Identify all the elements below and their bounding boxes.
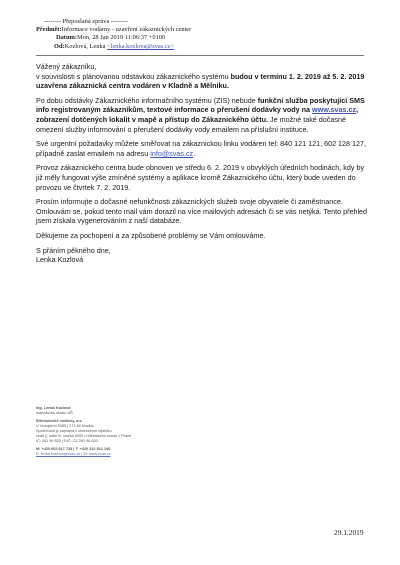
sig-name: Ing. Lenka Kozlová	[36, 406, 71, 410]
email-header	[36, 18, 191, 51]
p3-text: Své urgentní požadavky můžete směřovat na zákaznickou linku vodáren tel: 840 121 121, 602 128 127, případně zaslat emailem na adresu	[36, 139, 367, 158]
p3-end: .	[193, 148, 196, 158]
paragraph-restore: Provoz zákaznického centra bude obnoven ve středu 6. 2. 2019 v obvyklých úředních hodinách, kdy by již měly fungovat výše zmíněné systémy a aplikace kromě Zákaznického účtu, který bude uveden do provozu ve čtvrtek 7. 2. 2019.	[36, 163, 365, 192]
p2-bold-end: , zobrazení dotčených lokalit v mapě a přístup do Zákaznického účtu.	[36, 105, 359, 124]
date-value: Mon, 28 Jan 2019 11:06:37 +0100	[76, 34, 166, 42]
sender-name: Lenka Kozlová	[36, 255, 84, 265]
from-email-link[interactable]: <lenka.kozlova@svas.cz>	[107, 42, 175, 50]
date-row	[36, 34, 191, 42]
date-label: Datum:	[56, 34, 77, 42]
info-email-link[interactable]: info@svas.cz	[150, 148, 194, 158]
from-name: Kozlová, Lenka	[64, 42, 108, 50]
greeting	[36, 62, 368, 91]
p2-text: Po dobu odstávky Zákaznického informačního systému (ZIS) nebude	[36, 95, 258, 105]
closing: S přáním pěkného dne,	[36, 245, 111, 255]
sig-address-4: IČ: 261 96 620 | DIČ: CZ 261 96 620	[36, 439, 98, 443]
sig-address-2: Společnost je zapsána v obchodním rejstříku	[36, 429, 112, 433]
closing-block	[36, 246, 368, 265]
sig-phones: M: +420 602 617 733 | T: +420 312 812 140	[36, 447, 111, 451]
sig-company: Středočeské vodárny, a.s.	[36, 419, 83, 423]
letter-body	[36, 62, 368, 270]
sig-role: manažerka útvaru ÚŘ	[36, 411, 73, 415]
greeting-text: Vážený zákazníku,	[36, 62, 97, 71]
paragraph-urgent	[36, 139, 368, 158]
p2-bold: funkční služba poskytující SMS info registrovaným zákazníkům, textové informace o přerušení dodávky vody na	[36, 95, 365, 115]
subject-row	[36, 26, 191, 34]
from-row	[36, 43, 191, 51]
p1-text: v souvislosti s plánovanou odstávkou zákaznického systému	[36, 71, 231, 81]
paragraph-inform: Prosím informujte o dočasné nefunkčnosti zákaznických služeb svoje obyvatele či zaměstnance. Omlouvám se, pokud tento mail vám dorazil na více mailových adresách či se vás netýká. Tento přehled jsem získala vygenerováním z naší databáze.	[36, 197, 368, 226]
header-divider	[36, 55, 364, 56]
forwarded-line: -------- Přeposlaná zpráva --------	[44, 18, 128, 25]
footer-date: 29.1.2019	[334, 528, 364, 537]
from-label: Od:	[54, 42, 65, 50]
p1-bold: budou v termínu 1. 2. 2019 až 5. 2. 2019 uzavřena zákaznická centra vodáren v Kladně a Mělníku.	[36, 71, 365, 91]
p2-rest: Je možné také dočasné omezení služby informování o přerušení dodávky vody emailem na příslušní instituce.	[36, 114, 346, 134]
sig-email-web[interactable]: E: lenka.kozlova@svas.cz | W: www.svas.cz	[36, 452, 111, 456]
svas-link[interactable]: www.svas.cz	[312, 105, 357, 115]
paragraph-outage	[36, 96, 368, 134]
subject-label: Předmět:	[36, 26, 62, 33]
sig-address-3: vede ji, oddíl B, vložka 6095 u Městského soudu v Praze	[36, 434, 132, 438]
sig-address-1: U Vodojemu 3085 | 272 80 Kladno	[36, 424, 94, 428]
paragraph-thanks: Děkujeme za pochopení a za způsobené problémy se Vám omlouváme.	[36, 230, 266, 240]
subject-value: Informace vodárny - uzavření zákaznických center	[61, 26, 192, 33]
email-signature	[36, 406, 216, 460]
